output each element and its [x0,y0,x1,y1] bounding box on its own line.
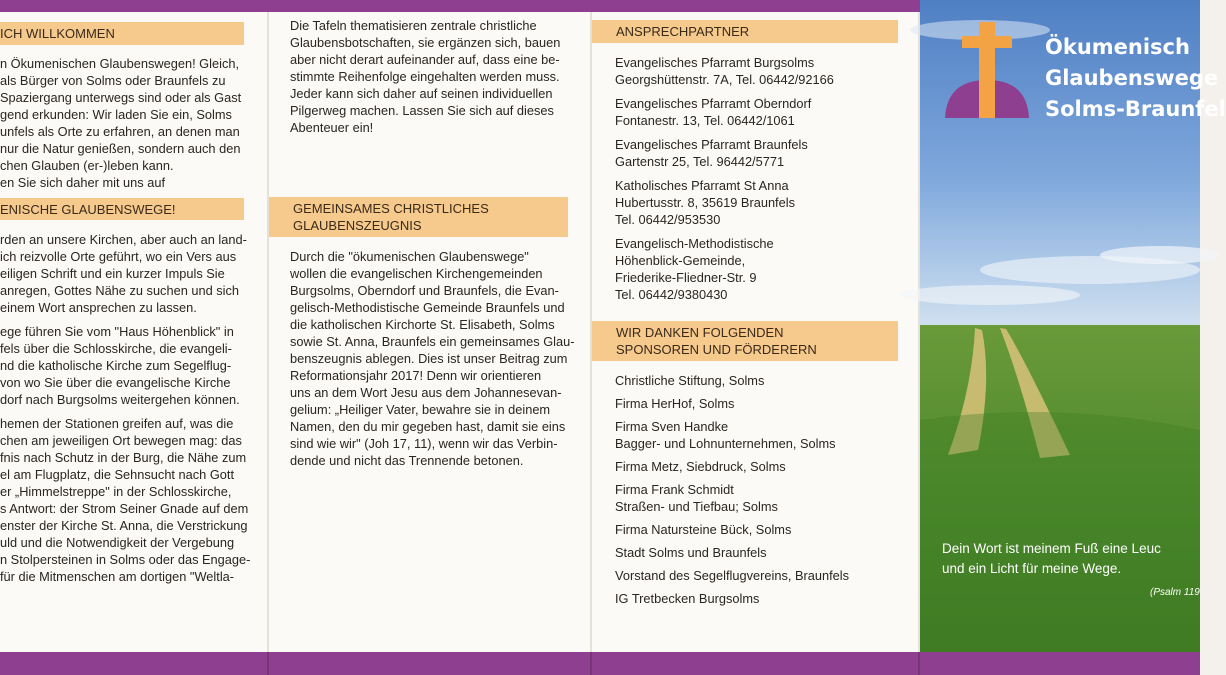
text-line: en Sie sich daher mit uns auf [0,175,166,190]
text-line: dorf nach Burgsolms weitergehen können. [0,392,240,407]
top-border-band [0,0,920,12]
text-line: Namen, den du mir gegeben hast, damit sie eins [290,419,566,434]
band-fold [267,652,269,675]
text-line: hemen der Stationen greifen auf, was die [0,416,234,431]
contact-entry-line: Tel. 06442/9380430 [615,287,728,302]
testimony-text [290,248,575,469]
panel-testimony [269,12,590,652]
sponsor-entry-line: Bagger- und Lohnunternehmen, Solms [615,436,836,451]
intro-text [290,17,570,136]
text-line: uns an dem Wort Jesu aus dem Johannesevan- [290,385,562,400]
cover-title-line-3: Solms-Braunfel [1045,97,1226,121]
text-line: chen am jeweiligen Ort bewegen mag: das [0,433,242,448]
text-line: von wo Sie über die evangelische Kirche [0,375,231,390]
sponsor-entry-line: Vorstand des Segelflugvereins, Braunfels [615,568,850,583]
ways-paragraph-2 [0,323,244,408]
contact-entry-line: Gartenstr 25, Tel. 96442/5771 [615,154,785,169]
text-line: aber nicht derart aufeinander auf, dass eine be- [290,52,560,67]
sponsor-entry-line: Firma Frank Schmidt [615,482,734,497]
text-line: die katholischen Kirchorte St. Elisabeth, Solms [290,317,555,332]
contact-entry [615,235,905,303]
ways-paragraph-1 [0,231,247,316]
text-line: wollen die evangelischen Kirchengemeinden [290,266,543,281]
testimony-lines [290,248,575,469]
panel-contacts [592,12,918,652]
cover-quote-line-2: und ein Licht für meine Wege. [942,561,1122,576]
contact-entry [615,136,905,170]
sponsor-entry-line: Firma Sven Handke [615,419,729,434]
contact-entry-line: Evangelisches Pfarramt Burgsolms [615,55,815,70]
ways-paragraph-3 [0,415,251,585]
text-line: Jeder kann sich daher auf seinen individuellen [290,86,553,101]
text-line: stimmte Reihenfolge eingehalten werden muss. [290,69,560,84]
contact-entry [615,177,905,228]
bottom-border-band [0,652,1200,675]
text-line: gend erkunden: Wir laden Sie ein, Solms [0,107,232,122]
contacts-header: ANSPRECHPARTNER [592,20,898,43]
text-line: sind wie wir" (Joh 17, 11), wenn wir das Verbin- [290,436,558,451]
contact-entry [615,54,905,88]
sponsor-entry [615,481,905,515]
cover-quote-line-1: Dein Wort ist meinem Fuß eine Leuc [942,541,1161,556]
text-line: fels über die Schlosskirche, die evangeli- [0,341,232,356]
cross-on-hill-logo-icon [942,18,1032,122]
text-line: enster der Kirche St. Anna, die Verstrickung [0,518,248,533]
contact-entry-line: Georgshüttenstr. 7A, Tel. 06442/92166 [615,72,834,87]
sponsor-entry [615,521,905,538]
sponsor-entry [615,372,905,389]
text-line: Die Tafeln thematisieren zentrale christliche [290,18,537,33]
sponsors-list [615,372,905,613]
sponsor-entry-line: Stadt Solms und Braunfels [615,545,767,560]
contact-entry-line: Evangelisch-Methodistische [615,236,774,251]
text-line: uld und die Notwendigkeit der Vergebung [0,535,235,550]
contact-entry [615,95,905,129]
text-line: gelisch-Methodistische Gemeinde Braunfels und [290,300,565,315]
welcome-lines [0,55,244,191]
sponsor-entry-line: Straßen- und Tiefbau; Solms [615,499,778,514]
text-line: sowie St. Anna, Braunfels ein gemeinsames Glau- [290,334,575,349]
band-fold [918,652,920,675]
text-line: dende und nicht das Trennende betonen. [290,453,524,468]
sponsor-entry-line: Firma Metz, Siebdruck, Solms [615,459,786,474]
sponsor-entry [615,418,905,452]
intro-lines [290,17,570,136]
sponsor-entry [615,395,905,412]
contact-entry-line: Katholisches Pfarramt St Anna [615,178,789,193]
contact-entry-line: Friederike-Fliedner-Str. 9 [615,270,757,285]
sponsor-entry-line: IG Tretbecken Burgsolms [615,591,760,606]
text-line: Durch die "ökumenischen Glaubenswege" [290,249,529,264]
cover-title-line-2: Glaubenswege [1045,66,1219,90]
sponsor-entry-line: Christliche Stiftung, Solms [615,373,765,388]
text-line: einem Wort ansprechen zu lassen. [0,300,197,315]
band-fold [590,652,592,675]
text-line: ege führen Sie vom "Haus Höhenblick" in [0,324,234,339]
text-line: n Ökumenischen Glaubenswegen! Gleich, [0,56,240,71]
text-line: fnis nach Schutz in der Burg, die Nähe zum [0,450,247,465]
sponsor-entry [615,567,905,584]
contact-entry-line: Hubertusstr. 8, 35619 Braunfels [615,195,795,210]
text-line: Spaziergang unterwegs sind oder als Gast [0,90,242,105]
sponsors-header: WIR DANKEN FOLGENDEN SPONSOREN UND FÖRDERERN [592,321,898,361]
text-line: für die Mitmenschen am dortigen "Weltla- [0,569,235,584]
text-line: gelium: „Heiliger Vater, bewahre sie in deinem [290,402,551,417]
sponsor-entry [615,458,905,475]
contact-entry-line: Fontanestr. 13, Tel. 06442/1061 [615,113,795,128]
text-line: Reformationsjahr 2017! Denn wir orientieren [290,368,542,383]
cover-panel [920,0,1226,652]
cover-title-line-1: Ökumenisch [1045,35,1190,59]
text-line: er „Himmelstreppe" in der Schlosskirche, [0,484,232,499]
text-line: nd die katholische Kirche zum Segelflug- [0,358,232,373]
contact-entry-line: Evangelisches Pfarramt Braunfels [615,137,808,152]
sponsor-entry [615,590,905,607]
text-line: unfels als Orte zu erfahren, an denen man [0,124,240,139]
text-line: anregen, Gottes Nähe zu suchen und sich [0,283,240,298]
text-line: Glaubensbotschaften, sie ergänzen sich, bauen [290,35,561,50]
contact-entry-line: Evangelisches Pfarramt Oberndorf [615,96,812,111]
contact-entry-line: Tel. 06442/953530 [615,212,721,227]
sponsor-entry [615,544,905,561]
text-line: n Stolpersteinen in Solms oder das Engage- [0,552,251,567]
text-line: eiligen Schrift und ein kurzer Impuls Sie [0,266,225,281]
ways-header: ENISCHE GLAUBENSWEGE! [0,198,244,220]
panel-welcome [0,12,267,652]
text-line: rden an unsere Kirchen, aber auch an land- [0,232,247,247]
text-line: ich reizvolle Orte geführt, wo ein Vers aus [0,249,237,264]
psalm-reference: (Psalm 119 [1150,587,1200,598]
text-line: Burgsolms, Oberndorf und Braunfels, die Evan- [290,283,559,298]
text-line: nur die Natur genießen, sondern auch den [0,141,241,156]
sponsor-entry-line: Firma Natursteine Bück, Solms [615,522,792,537]
welcome-header: ICH WILLKOMMEN [0,22,244,45]
contact-entry-line: Höhenblick-Gemeinde, [615,253,746,268]
ways-text [0,231,251,585]
contacts-list [615,54,905,310]
text-line: als Bürger von Solms oder Braunfels zu [0,73,226,88]
text-line: el am Flugplatz, die Sehnsucht nach Gott [0,467,235,482]
sponsor-entry-line: Firma HerHof, Solms [615,396,735,411]
welcome-text [0,55,244,191]
text-line: benszeugnis ablegen. Dies ist unser Beitrag zum [290,351,568,366]
testimony-header: GEMEINSAMES CHRISTLICHES GLAUBENSZEUGNIS [269,197,568,237]
text-line: Abenteuer ein! [290,120,374,135]
text-line: s Antwort: der Strom Seiner Gnade auf dem [0,501,249,516]
text-line: chen Glauben (er-)leben kann. [0,158,174,173]
text-line: Pilgerweg machen. Lassen Sie sich auf dieses [290,103,554,118]
